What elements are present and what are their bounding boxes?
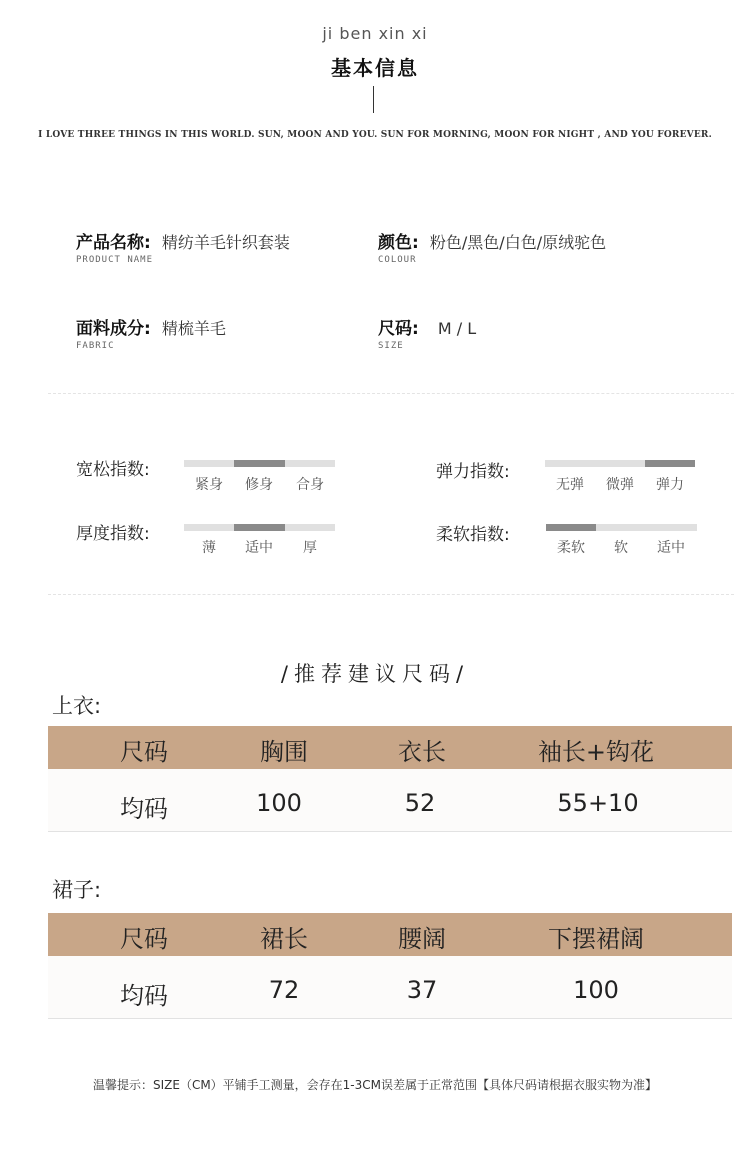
scale-segment xyxy=(545,460,595,467)
table-cell: 100 xyxy=(573,976,619,1004)
thickness-label: 厚度指数: xyxy=(76,524,150,544)
colour-label: 颜色: xyxy=(378,233,419,253)
table-header-cell: 尺码 xyxy=(120,925,168,953)
scale-option: 合身 xyxy=(296,477,324,493)
info-product-name xyxy=(76,228,290,253)
size-label: 尺码: xyxy=(378,319,419,339)
scale-option: 厚 xyxy=(303,540,317,556)
scale-option: 柔软 xyxy=(557,540,585,556)
table-header-cell: 袖长+钩花 xyxy=(537,738,655,766)
scale-segment xyxy=(285,524,335,531)
scale-option: 紧身 xyxy=(195,477,223,493)
scale-segment xyxy=(646,524,697,531)
scale-segment xyxy=(595,460,645,467)
table-row xyxy=(48,956,732,1019)
scale-option: 适中 xyxy=(657,540,685,556)
table-cell: 52 xyxy=(404,789,436,817)
table-header-cell: 腰阔 xyxy=(398,925,446,953)
table-header-cell: 尺码 xyxy=(120,738,168,766)
colour-sub: COLOUR xyxy=(378,255,417,265)
scale-segment xyxy=(596,524,646,531)
softness-scale xyxy=(546,524,697,531)
scale-segment xyxy=(285,460,335,467)
scale-option: 无弹 xyxy=(556,477,584,493)
table-cell: 37 xyxy=(406,976,438,1004)
table-row xyxy=(48,769,732,832)
product-name-label: 产品名称: xyxy=(76,233,151,253)
scale-segment-selected xyxy=(645,460,695,467)
scale-segment xyxy=(184,524,234,531)
scale-option: 薄 xyxy=(202,540,216,556)
skirt-table-header xyxy=(48,913,732,956)
table-header-cell: 衣长 xyxy=(398,738,446,766)
table-header-cell: 下摆裙阔 xyxy=(548,925,644,953)
info-size xyxy=(378,314,476,339)
thickness-scale xyxy=(184,524,335,531)
table-header-cell: 胸围 xyxy=(260,738,308,766)
scale-option: 修身 xyxy=(245,477,273,493)
looseness-label: 宽松指数: xyxy=(76,460,150,480)
section-pinyin: ji ben xin xi xyxy=(322,24,428,43)
size-note: 温馨提示：SIZE（CM）平铺手工测量，会存在1-3CM误差属于正常范围【具体尺码请根据衣服实物为准】 xyxy=(92,1078,658,1092)
scale-option: 弹力 xyxy=(656,477,684,493)
fabric-label: 面料成分: xyxy=(76,319,151,339)
size-value: M / L xyxy=(437,319,477,338)
table-cell: 55+10 xyxy=(557,789,639,817)
scale-option: 适中 xyxy=(245,540,273,556)
table-header-cell: 裙长 xyxy=(260,925,308,953)
table-cell: 100 xyxy=(256,789,302,817)
scale-option: 微弹 xyxy=(606,477,634,493)
recommend-title: /推荐建议尺码/ xyxy=(280,662,470,686)
scale-segment-selected xyxy=(234,524,285,531)
top-table-header xyxy=(48,726,732,769)
skirt-table-label: 裙子: xyxy=(52,878,102,902)
scale-segment xyxy=(184,460,234,467)
dashed-divider xyxy=(48,393,734,394)
section-title: 基本信息 xyxy=(331,56,419,80)
divider-line xyxy=(373,86,374,113)
dashed-divider xyxy=(48,594,734,595)
elasticity-scale xyxy=(545,460,695,467)
fabric-value: 精梳羊毛 xyxy=(161,319,226,338)
looseness-scale xyxy=(184,460,335,467)
table-cell: 72 xyxy=(268,976,300,1004)
product-name-sub: PRODUCT NAME xyxy=(76,255,154,265)
info-fabric xyxy=(76,314,226,339)
info-colour xyxy=(378,228,606,253)
product-name-value: 精纺羊毛针织套装 xyxy=(161,233,290,252)
size-sub: SIZE xyxy=(378,341,404,351)
scale-segment-selected xyxy=(234,460,285,467)
fabric-sub: FABRIC xyxy=(76,341,115,351)
top-table-label: 上衣: xyxy=(52,694,102,718)
slogan-text: I LOVE THREE THINGS IN THIS WORLD. SUN, MOON AND YOU. SUN FOR MORNING, MOON FOR NIGHT , AND YOU FOREVER. xyxy=(38,130,712,140)
scale-segment-selected xyxy=(546,524,596,531)
table-cell: 均码 xyxy=(120,795,168,823)
elasticity-label: 弹力指数: xyxy=(436,462,510,482)
softness-label: 柔软指数: xyxy=(436,525,510,545)
scale-option: 软 xyxy=(614,540,628,556)
colour-value: 粉色/黑色/白色/原绒驼色 xyxy=(429,233,607,252)
table-cell: 均码 xyxy=(120,982,168,1010)
